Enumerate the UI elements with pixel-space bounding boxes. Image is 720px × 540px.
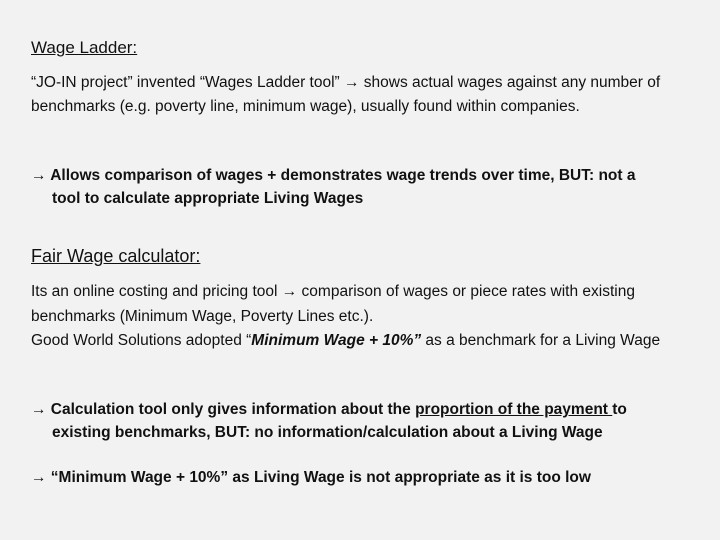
wage-ladder-conclusion-bullet	[31, 164, 701, 210]
bullet-text-post: to	[612, 401, 627, 418]
living-wage-bullet: → “Minimum Wage + 10%” as Living Wage is not appropriate as it is too low	[31, 469, 591, 486]
description-paragraph: Its an online costing and pricing tool → comparison of wages or piece rates with existing benchmarks (Minimum Wage, Poverty Lines etc.).	[31, 283, 635, 325]
fair-wage-calculator-description	[31, 280, 691, 354]
benchmark-emphasis: Minimum Wage + 10%”	[251, 332, 422, 349]
bullet-line: → Allows comparison of wages + demonstrates wage trends over time, BUT: not a	[31, 167, 636, 184]
bullet-text-pre: → Calculation tool only gives information about the	[31, 401, 416, 418]
bullet-line-continued: existing benchmarks, BUT: no information/calculation about a Living Wage	[52, 424, 603, 441]
calculation-tool-bullet	[31, 398, 701, 444]
bullet-underlined-phrase: proportion of the payment	[415, 401, 613, 418]
wage-ladder-description: “JO-IN project” invented “Wages Ladder tool” → shows actual wages against any number of benchmarks (e.g. poverty line, minimum wage), usually found within companies.	[31, 74, 661, 115]
description-paragraph-benchmark	[31, 329, 691, 354]
wage-ladder-heading: Wage Ladder:	[31, 38, 138, 57]
bullet-line-continued: tool to calculate appropriate Living Wages	[52, 190, 364, 207]
benchmark-text-post: as a benchmark for a Living Wage	[421, 332, 661, 349]
fair-wage-calculator-heading: Fair Wage calculator:	[31, 246, 201, 266]
benchmark-text-pre: Good World Solutions adopted “	[31, 332, 252, 349]
